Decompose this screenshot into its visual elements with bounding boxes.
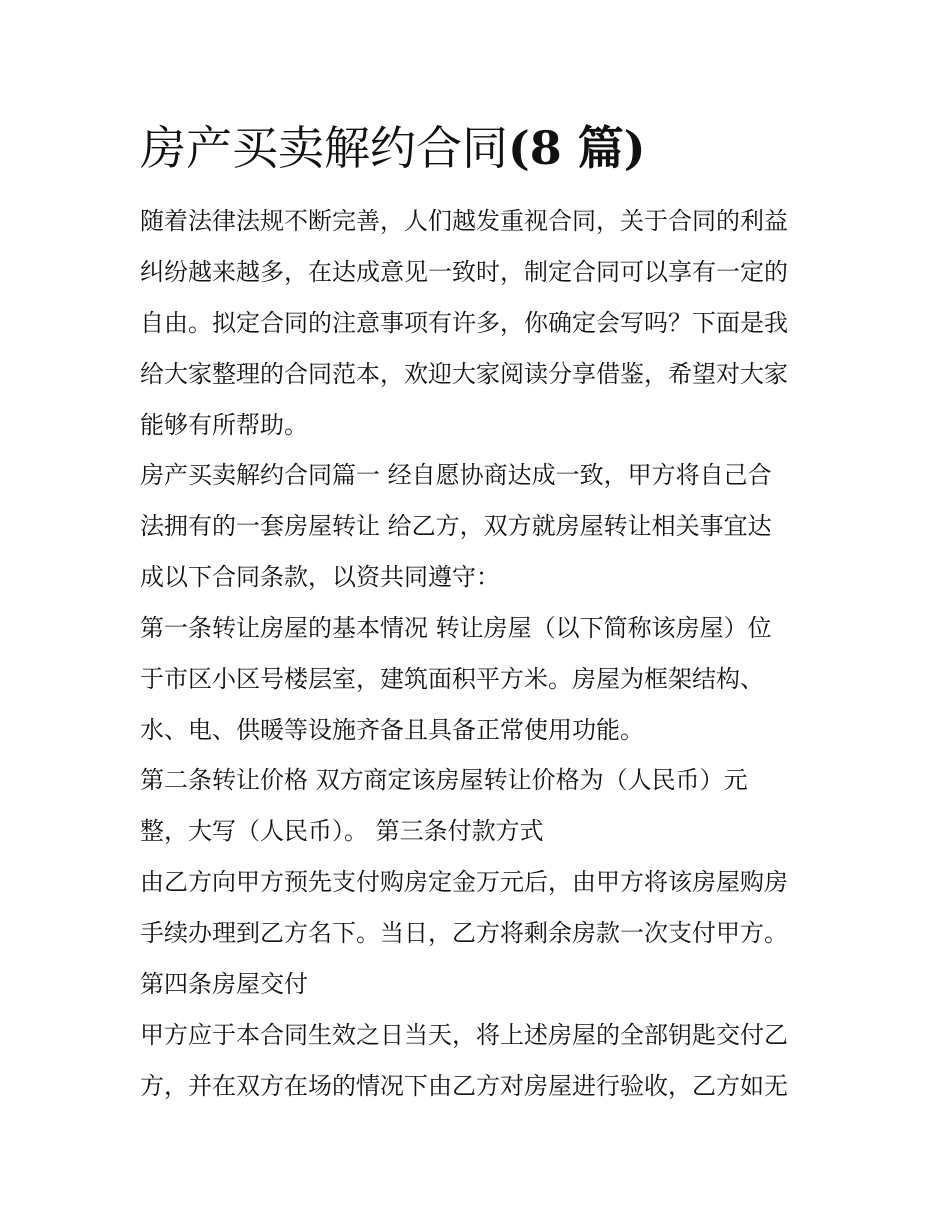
- body-line-17: 甲方应于本合同生效之日当天，将上述房屋的全部钥匙交付乙: [140, 1021, 788, 1049]
- body-line-5: 能够有所帮助。: [140, 411, 308, 439]
- body-line-4: 给大家整理的合同范本，欢迎大家阅读分享借鉴，希望对大家: [140, 360, 788, 388]
- body-line-12: 第二条转让价格 双方商定该房屋转让价格为（人民币）元: [140, 766, 748, 794]
- body-line-8: 成以下合同条款，以资共同遵守：: [140, 563, 500, 591]
- body-line-2: 纠纷越来越多，在达成意见一致时，制定合同可以享有一定的: [140, 258, 788, 286]
- body-line-9: 第一条转让房屋的基本情况 转让房屋（以下简称该房屋）位: [140, 614, 772, 642]
- body-line-14: 由乙方向甲方预先支付购房定金万元后，由甲方将该房屋购房: [140, 868, 788, 896]
- body-line-6: 房产买卖解约合同篇一 经自愿协商达成一致，甲方将自己合: [140, 461, 772, 489]
- body-line-16: 第四条房屋交付: [140, 970, 308, 998]
- body-line-10: 于市区小区号楼层室，建筑面积平方米。房屋为框架结构、: [140, 665, 764, 693]
- document-title: [140, 116, 840, 180]
- body-line-13: 整，大写（人民币）。 第三条付款方式: [140, 817, 544, 845]
- body-line-18: 方，并在双方在场的情况下由乙方对房屋进行验收，乙方如无: [140, 1072, 788, 1100]
- body-line-15: 手续办理到乙方名下。当日，乙方将剩余房款一次支付甲方。: [140, 919, 788, 947]
- document-title-main: 房产买卖解约合同: [140, 121, 508, 175]
- body-line-1: 随着法律法规不断完善，人们越发重视合同，关于合同的利益: [140, 207, 788, 235]
- body-line-7: 法拥有的一套房屋转让 给乙方，双方就房屋转让相关事宜达: [140, 512, 772, 540]
- document-title-count: (8 篇): [508, 121, 646, 175]
- body-line-11: 水、电、供暖等设施齐备且具备正常使用功能。: [140, 716, 644, 744]
- body-line-3: 自由。拟定合同的注意事项有许多，你确定会写吗？下面是我: [140, 309, 788, 337]
